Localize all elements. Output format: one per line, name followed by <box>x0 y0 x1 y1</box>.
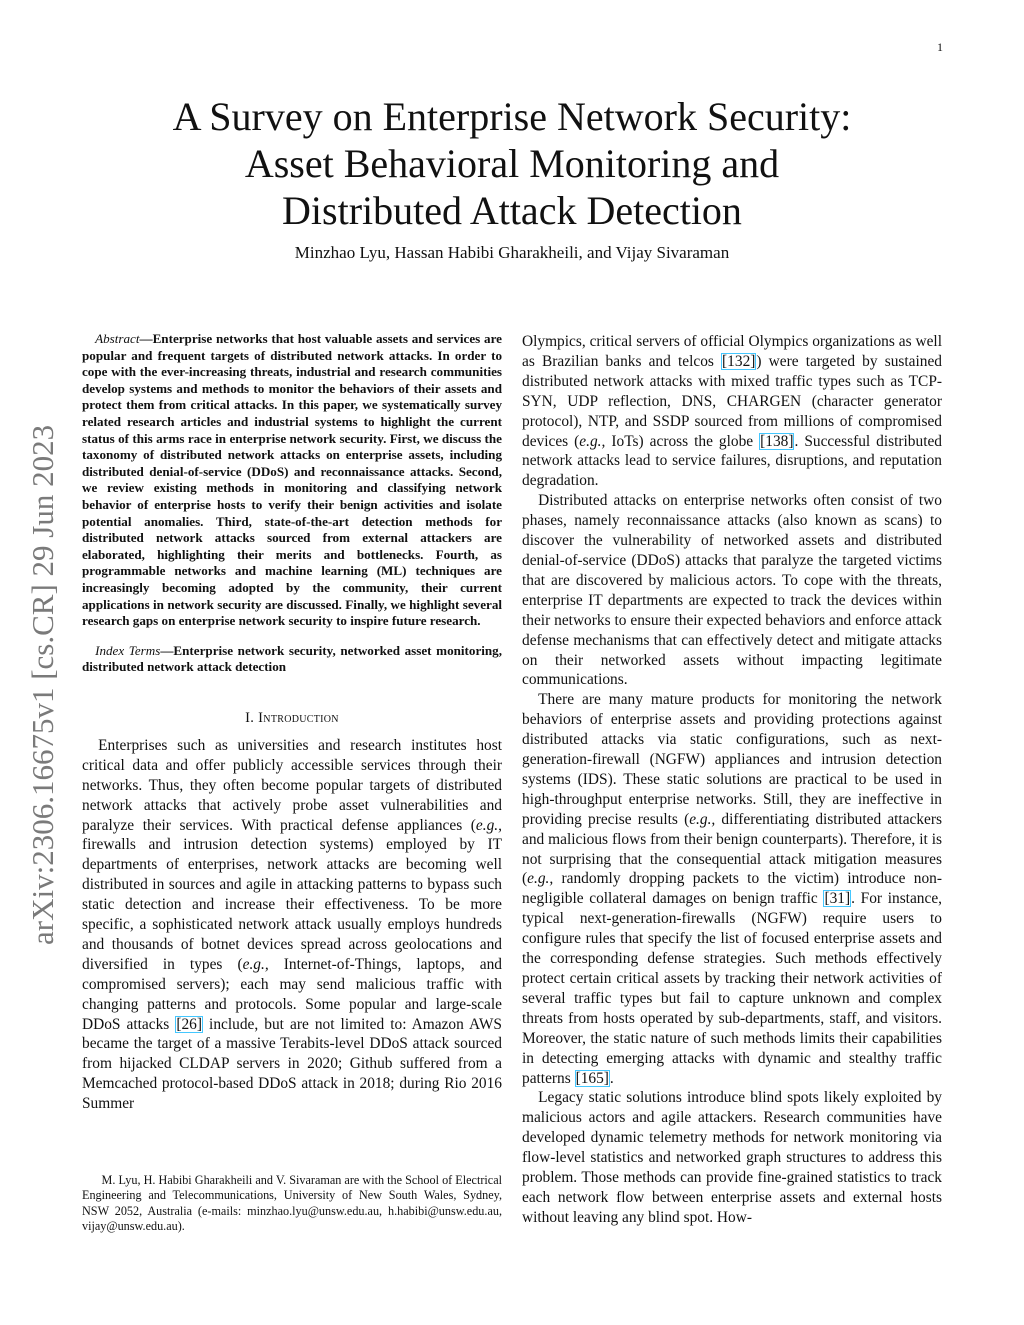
intro-paragraph-continued <box>522 332 942 491</box>
text-run: Internet-of-Things, laptops, and compromised servers); each may send malicious traffic with changing patterns and protocols. Some popular and large-scale DDoS attacks <box>82 955 502 1033</box>
index-terms-label: Index Terms <box>95 642 161 658</box>
right-column <box>522 332 942 1228</box>
intro-paragraph-4: Legacy static solutions introduce blind spots likely exploited by malicious actors and agile attackers. Research communities have developed dynamic telemetry methods for network monitoring via flow-level statistics and networked graph structures to address this problem. Those methods can provide fine-grained statistics to track each network flow between enterprise assets and external hosts without leaving any blind spot. How- <box>522 1089 942 1226</box>
paper-title <box>100 93 924 234</box>
section-number: I. <box>245 709 255 726</box>
intro-paragraph-2: Distributed attacks on enterprise networks often consist of two phases, namely reconnaissance attacks (also known as scans) to discover the vulnerability of networked assets and distributed denial-of-service (DDoS) attacks that paralyze the targeted victims that are discovered by malicious actors. To cope with the threats, enterprise IT departments are expected to track the devices within their networks to ensure their expected behaviors and enforce attack defense mechanisms that can effectively detect and mitigate attacks on their networked assets without impacting legitimate communications. <box>522 492 942 689</box>
page-number: 1 <box>937 40 943 54</box>
citation-link-132[interactable]: [132] <box>722 352 756 370</box>
intro-paragraph-3 <box>522 690 942 1088</box>
text-run-italic: e.g., <box>527 870 554 888</box>
section-title: Introduction <box>258 709 339 726</box>
text-run: Enterprises such as universities and research institutes host critical data and offer publicly accessible services through their networks. Thus, they often become popular targets of distributed network attacks that actively probe asset vulnerabilities and paralyze their services. With practical defense appliances ( <box>82 736 502 834</box>
intro-paragraph-1 <box>82 736 502 1114</box>
citation-link-31[interactable]: [31] <box>824 890 851 908</box>
text-run-italic: e.g., <box>475 816 502 834</box>
title-line-1: A Survey on Enterprise Network Security: <box>172 94 852 139</box>
text-run: ) were targeted by sustained distributed network attacks with mixed traffic types such as TCP-SYN, UDP reflection, DNS, CHARGEN (character generator protocol), NTP, and SSDP sourced from millions of compromised devices ( <box>522 352 942 450</box>
text-run: include, but are not limited to: Amazon AWS became the target of a massive Terabits-level DDoS attack sourced from hijacked CLDAP servers in 2020; Github suffered from a Memcached protocol-based DDoS attack in 2018; during Rio 2016 Summer <box>82 1015 502 1113</box>
text-run: randomly dropping packets to the victim) introduce non-negligible collateral damages on benign traffic <box>522 870 942 908</box>
citation-link-26[interactable]: [26] <box>176 1015 202 1033</box>
text-run: differentiating distributed attackers and malicious flows from their benign counterparts). Therefore, it is not surprising that the consequential attack mitigation measures ( <box>522 810 943 888</box>
abstract <box>82 331 502 630</box>
text-run: Olympics, critical servers of official Olympics organizations as well as Brazilian banks and telcos <box>522 333 942 370</box>
text-run: . <box>609 1069 614 1087</box>
text-run: . For instance, typical next-generation-firewalls (NGFW) require users to configure rules that specify the list of focused enterprise assets and the corresponding defense strategies. Such methods effectively protect certain critical assets by tracking their network activities of several traffic types but fail to capture unknown and complex threats from hosts operated by sub-departments, staff, and visitors. Moreover, the static nature of such methods limits their capabilities in detecting emerging attacks with dynamic and stealthy traffic patterns <box>522 890 942 1087</box>
text-run: There are many mature products for monitoring the network behaviors of enterprise assets and providing protections against distributed attacks via static configurations, such as next-generation-firewall (NGFW) appliances and intrusion detection systems (IDS). These static solutions are practical to be used in high-throughput enterprise networks. Still, they are ineffective in providing precise results ( <box>522 691 942 828</box>
section-heading-introduction <box>82 710 502 727</box>
arxiv-identifier[interactable]: arXiv:2306.16675v1 [cs.CR] 29 Jun 2023 <box>25 424 60 945</box>
text-run-italic: e.g., <box>242 955 269 973</box>
index-terms-text: —Enterprise network security, networked asset monitoring, distributed network attack detection <box>82 642 502 675</box>
text-run: firewalls and intrusion detection systems) employed by IT departments of enterprises, network attacks are becoming well distributed in sources and agile in attacking patterns to bypass such static detection and increase their effectiveness. To be more specific, a sophisticated network attack usually employs hundreds and thousands of botnet devices spread across geolocations and diversified in types ( <box>82 836 502 973</box>
citation-link-165[interactable]: [165] <box>575 1069 609 1087</box>
index-terms <box>82 643 502 676</box>
left-column <box>82 331 502 1114</box>
title-line-2: Asset Behavioral Monitoring and <box>244 141 780 186</box>
text-run: IoTs) across the globe <box>605 432 760 450</box>
abstract-label: Abstract <box>95 331 140 346</box>
text-run-italic: e.g., <box>689 810 716 828</box>
text-run: . Successful distributed network attacks lead to service failures, disruptions, and reputation degradation. <box>522 432 943 490</box>
text-run-italic: e.g., <box>579 432 606 450</box>
title-line-3: Distributed Attack Detection <box>282 188 742 233</box>
abstract-text: —Enterprise networks that host valuable assets and services are popular and frequent targets of distributed network attacks. In order to cope with the ever-increasing threats, industrial and research communities develop systems and methods to monitor the behaviors of their assets and protect them from critical attacks. In this paper, we systematically survey related research articles and industrial systems to highlight the current status of this arms race in enterprise network security. First, we discuss the taxonomy of distributed network attacks on enterprise assets, including distributed denial-of-service (DDoS) and reconnaissance attacks. Second, we review existing methods in monitoring and classifying network behavior of enterprise hosts to verify their benign activities and isolate potential anomalies. Third, state-of-the-art detection methods for distributed network attacks sourced from external attackers are elaborated, highlighting their merits and bottlenecks. Fourth, as programmable networks and machine learning (ML) techniques are increasingly becoming adopted by the community, their current applications in network security are discussed. Finally, we highlight several research gaps on enterprise network security to inspire future research. <box>82 331 502 629</box>
author-affiliation-footnote: M. Lyu, H. Habibi Gharakheili and V. Sivaraman are with the School of Electrical Engineering and Telecommunications, University of New South Wales, Sydney, NSW 2052, Australia (e-mails: minzhao.lyu@unsw.edu.au, h.habibi@unsw.edu.au, vijay@unsw.edu.au). <box>82 1173 502 1233</box>
citation-link-138[interactable]: [138] <box>760 432 794 450</box>
author-list: Minzhao Lyu, Hassan Habibi Gharakheili, and Vijay Sivaraman <box>294 243 730 262</box>
